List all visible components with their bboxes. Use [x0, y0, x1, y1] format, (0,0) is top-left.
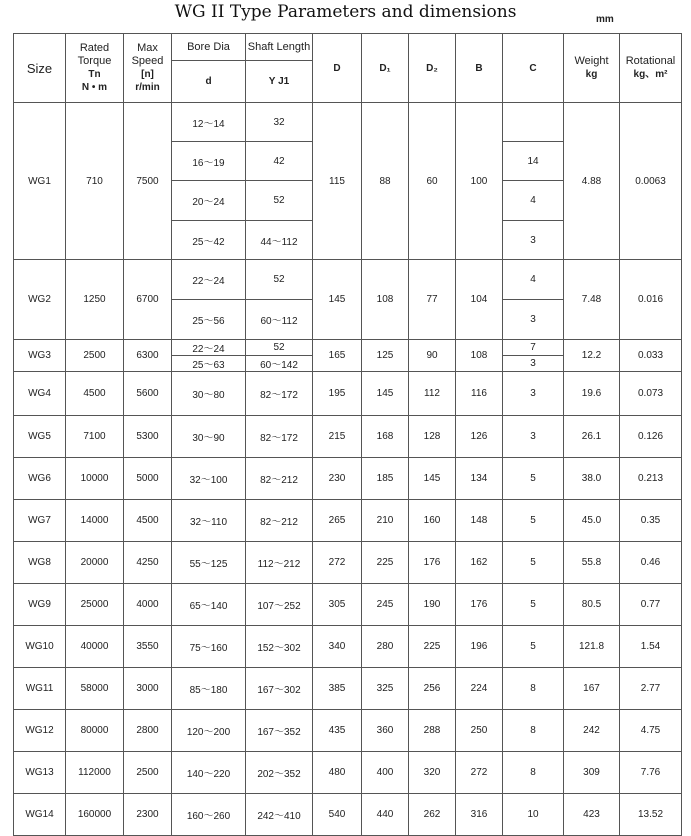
cell-c: 8 [503, 668, 564, 710]
cell-d: 120～200 [172, 710, 246, 752]
cell-B: 224 [456, 668, 503, 710]
cell-y: 82～172 [246, 372, 313, 416]
cell-c: 5 [503, 458, 564, 500]
cell-r: 2.77 [620, 668, 682, 710]
cell-w: 242 [564, 710, 620, 752]
cell-B: 250 [456, 710, 503, 752]
cell-y: 152～302 [246, 626, 313, 668]
page-title: WG II Type Parameters and dimensions [174, 2, 517, 22]
cell-D2: 128 [409, 416, 456, 458]
cell-B: 134 [456, 458, 503, 500]
cell-D2: 112 [409, 372, 456, 416]
cell-y: 242～410 [246, 794, 313, 836]
cell-c: 5 [503, 584, 564, 626]
cell-D2: 176 [409, 542, 456, 584]
cell-B: 196 [456, 626, 503, 668]
cell-tn: 160000 [66, 794, 124, 836]
cell-D1: 400 [362, 752, 409, 794]
cell-D2: 262 [409, 794, 456, 836]
table-row [14, 416, 682, 458]
cell-D: 435 [313, 710, 362, 752]
table-row: 16～19 42 14 [14, 142, 682, 181]
header-weight: Weight kg [564, 34, 620, 103]
cell-c: 8 [503, 710, 564, 752]
table-row [14, 626, 682, 668]
table-row: 20～24 52 4 [14, 181, 682, 221]
cell-D2: 145 [409, 458, 456, 500]
table-row [14, 542, 682, 584]
cell-n: 4250 [124, 542, 172, 584]
cell-n: 5600 [124, 372, 172, 416]
table-row: 25～42 44～112 3 [14, 221, 682, 260]
cell-size: WG11 [14, 668, 66, 710]
header-D: D [313, 34, 362, 103]
cell-tn: 80000 [66, 710, 124, 752]
cell-size: WG7 [14, 500, 66, 542]
cell-y: 167～302 [246, 668, 313, 710]
header-B: B [456, 34, 503, 103]
cell-size: WG13 [14, 752, 66, 794]
table-row [14, 500, 682, 542]
table-row [14, 372, 682, 416]
cell-y: 112～212 [246, 542, 313, 584]
cell-D: 272 [313, 542, 362, 584]
cell-tn: 20000 [66, 542, 124, 584]
header-bore-sub: d [172, 61, 246, 103]
cell-d: 160～260 [172, 794, 246, 836]
cell-c: 5 [503, 542, 564, 584]
cell-c: 3 [503, 416, 564, 458]
table-row: 25～63 60～142 3 [14, 356, 682, 372]
cell-D: 540 [313, 794, 362, 836]
header-D1: D₁ [362, 34, 409, 103]
header-D2: D₂ [409, 34, 456, 103]
cell-D1: 145 [362, 372, 409, 416]
header-bore: Bore Dia [172, 34, 246, 61]
unit-label: mm [596, 14, 614, 25]
cell-c: 5 [503, 500, 564, 542]
cell-D1: 185 [362, 458, 409, 500]
cell-B: 272 [456, 752, 503, 794]
cell-r: 0.35 [620, 500, 682, 542]
cell-D1: 325 [362, 668, 409, 710]
cell-B: 116 [456, 372, 503, 416]
cell-D: 215 [313, 416, 362, 458]
cell-d: 85～180 [172, 668, 246, 710]
cell-tn: 112000 [66, 752, 124, 794]
cell-size: WG5 [14, 416, 66, 458]
cell-n: 4000 [124, 584, 172, 626]
parameters-table [13, 33, 682, 836]
cell-w: 121.8 [564, 626, 620, 668]
cell-d: 65～140 [172, 584, 246, 626]
cell-d: 30～90 [172, 416, 246, 458]
table-row: WG3 2500 6300 22～24 52 165 125 90 108 7 12.2 0.033 [14, 340, 682, 356]
cell-d: 32～110 [172, 500, 246, 542]
cell-r: 0.073 [620, 372, 682, 416]
cell-c: 8 [503, 752, 564, 794]
cell-r: 0.77 [620, 584, 682, 626]
header-C: C [503, 34, 564, 103]
cell-D: 230 [313, 458, 362, 500]
cell-D1: 280 [362, 626, 409, 668]
cell-D2: 190 [409, 584, 456, 626]
cell-d: 140～220 [172, 752, 246, 794]
cell-D2: 225 [409, 626, 456, 668]
header-shaft-sub: Y J1 [246, 61, 313, 103]
cell-D2: 256 [409, 668, 456, 710]
cell-c: 5 [503, 626, 564, 668]
cell-D1: 245 [362, 584, 409, 626]
cell-size: WG10 [14, 626, 66, 668]
cell-tn: 25000 [66, 584, 124, 626]
cell-r: 4.75 [620, 710, 682, 752]
table-row [14, 584, 682, 626]
table-row [14, 710, 682, 752]
cell-w: 38.0 [564, 458, 620, 500]
cell-size: WG12 [14, 710, 66, 752]
cell-B: 148 [456, 500, 503, 542]
cell-n: 5300 [124, 416, 172, 458]
cell-n: 3000 [124, 668, 172, 710]
table-row [14, 794, 682, 836]
cell-tn: 7100 [66, 416, 124, 458]
cell-n: 2500 [124, 752, 172, 794]
cell-y: 107～252 [246, 584, 313, 626]
cell-r: 7.76 [620, 752, 682, 794]
cell-D1: 440 [362, 794, 409, 836]
table-row [14, 668, 682, 710]
header-speed: Max Speed [n] r/min [124, 34, 172, 103]
header-shaft: Shaft Length [246, 34, 313, 61]
table-row: WG2 1250 6700 22～24 52 145 108 77 104 4 7.48 0.016 [14, 260, 682, 300]
cell-r: 13.52 [620, 794, 682, 836]
table-row: WG1 710 7500 12～14 32 115 88 60 100 4.88 0.0063 [14, 103, 682, 142]
cell-n: 4500 [124, 500, 172, 542]
cell-D1: 210 [362, 500, 409, 542]
cell-tn: 14000 [66, 500, 124, 542]
header-size: Size [14, 34, 66, 103]
table-row [14, 458, 682, 500]
cell-y: 82～212 [246, 500, 313, 542]
cell-D1: 168 [362, 416, 409, 458]
cell-d: 75～160 [172, 626, 246, 668]
cell-D: 385 [313, 668, 362, 710]
cell-D2: 320 [409, 752, 456, 794]
cell-r: 0.46 [620, 542, 682, 584]
cell-w: 19.6 [564, 372, 620, 416]
cell-D: 195 [313, 372, 362, 416]
cell-w: 45.0 [564, 500, 620, 542]
cell-B: 316 [456, 794, 503, 836]
cell-c: 10 [503, 794, 564, 836]
cell-y: 167～352 [246, 710, 313, 752]
cell-size: WG9 [14, 584, 66, 626]
cell-w: 309 [564, 752, 620, 794]
cell-tn: 4500 [66, 372, 124, 416]
cell-n: 3550 [124, 626, 172, 668]
cell-D: 265 [313, 500, 362, 542]
header-rotational: Rotational kg、m² [620, 34, 682, 103]
cell-D2: 160 [409, 500, 456, 542]
cell-w: 167 [564, 668, 620, 710]
cell-r: 0.213 [620, 458, 682, 500]
cell-D1: 225 [362, 542, 409, 584]
cell-w: 55.8 [564, 542, 620, 584]
cell-w: 26.1 [564, 416, 620, 458]
cell-r: 0.126 [620, 416, 682, 458]
cell-tn: 10000 [66, 458, 124, 500]
cell-size: WG4 [14, 372, 66, 416]
cell-size: WG8 [14, 542, 66, 584]
cell-D: 340 [313, 626, 362, 668]
header-torque: Rated Torque Tn N • m [66, 34, 124, 103]
cell-D2: 288 [409, 710, 456, 752]
cell-size: WG14 [14, 794, 66, 836]
cell-D: 480 [313, 752, 362, 794]
cell-w: 423 [564, 794, 620, 836]
cell-n: 2300 [124, 794, 172, 836]
cell-n: 5000 [124, 458, 172, 500]
cell-y: 82～212 [246, 458, 313, 500]
cell-size: WG6 [14, 458, 66, 500]
cell-y: 82～172 [246, 416, 313, 458]
cell-tn: 40000 [66, 626, 124, 668]
cell-d: 55～125 [172, 542, 246, 584]
table-row: 25～56 60～112 3 [14, 300, 682, 340]
cell-w: 80.5 [564, 584, 620, 626]
cell-B: 176 [456, 584, 503, 626]
cell-d: 30～80 [172, 372, 246, 416]
cell-B: 162 [456, 542, 503, 584]
table-row [14, 752, 682, 794]
cell-tn: 58000 [66, 668, 124, 710]
cell-r: 1.54 [620, 626, 682, 668]
cell-y: 202～352 [246, 752, 313, 794]
cell-D: 305 [313, 584, 362, 626]
cell-n: 2800 [124, 710, 172, 752]
header-row [14, 34, 682, 61]
cell-B: 126 [456, 416, 503, 458]
cell-c: 3 [503, 372, 564, 416]
cell-d: 32～100 [172, 458, 246, 500]
cell-D1: 360 [362, 710, 409, 752]
